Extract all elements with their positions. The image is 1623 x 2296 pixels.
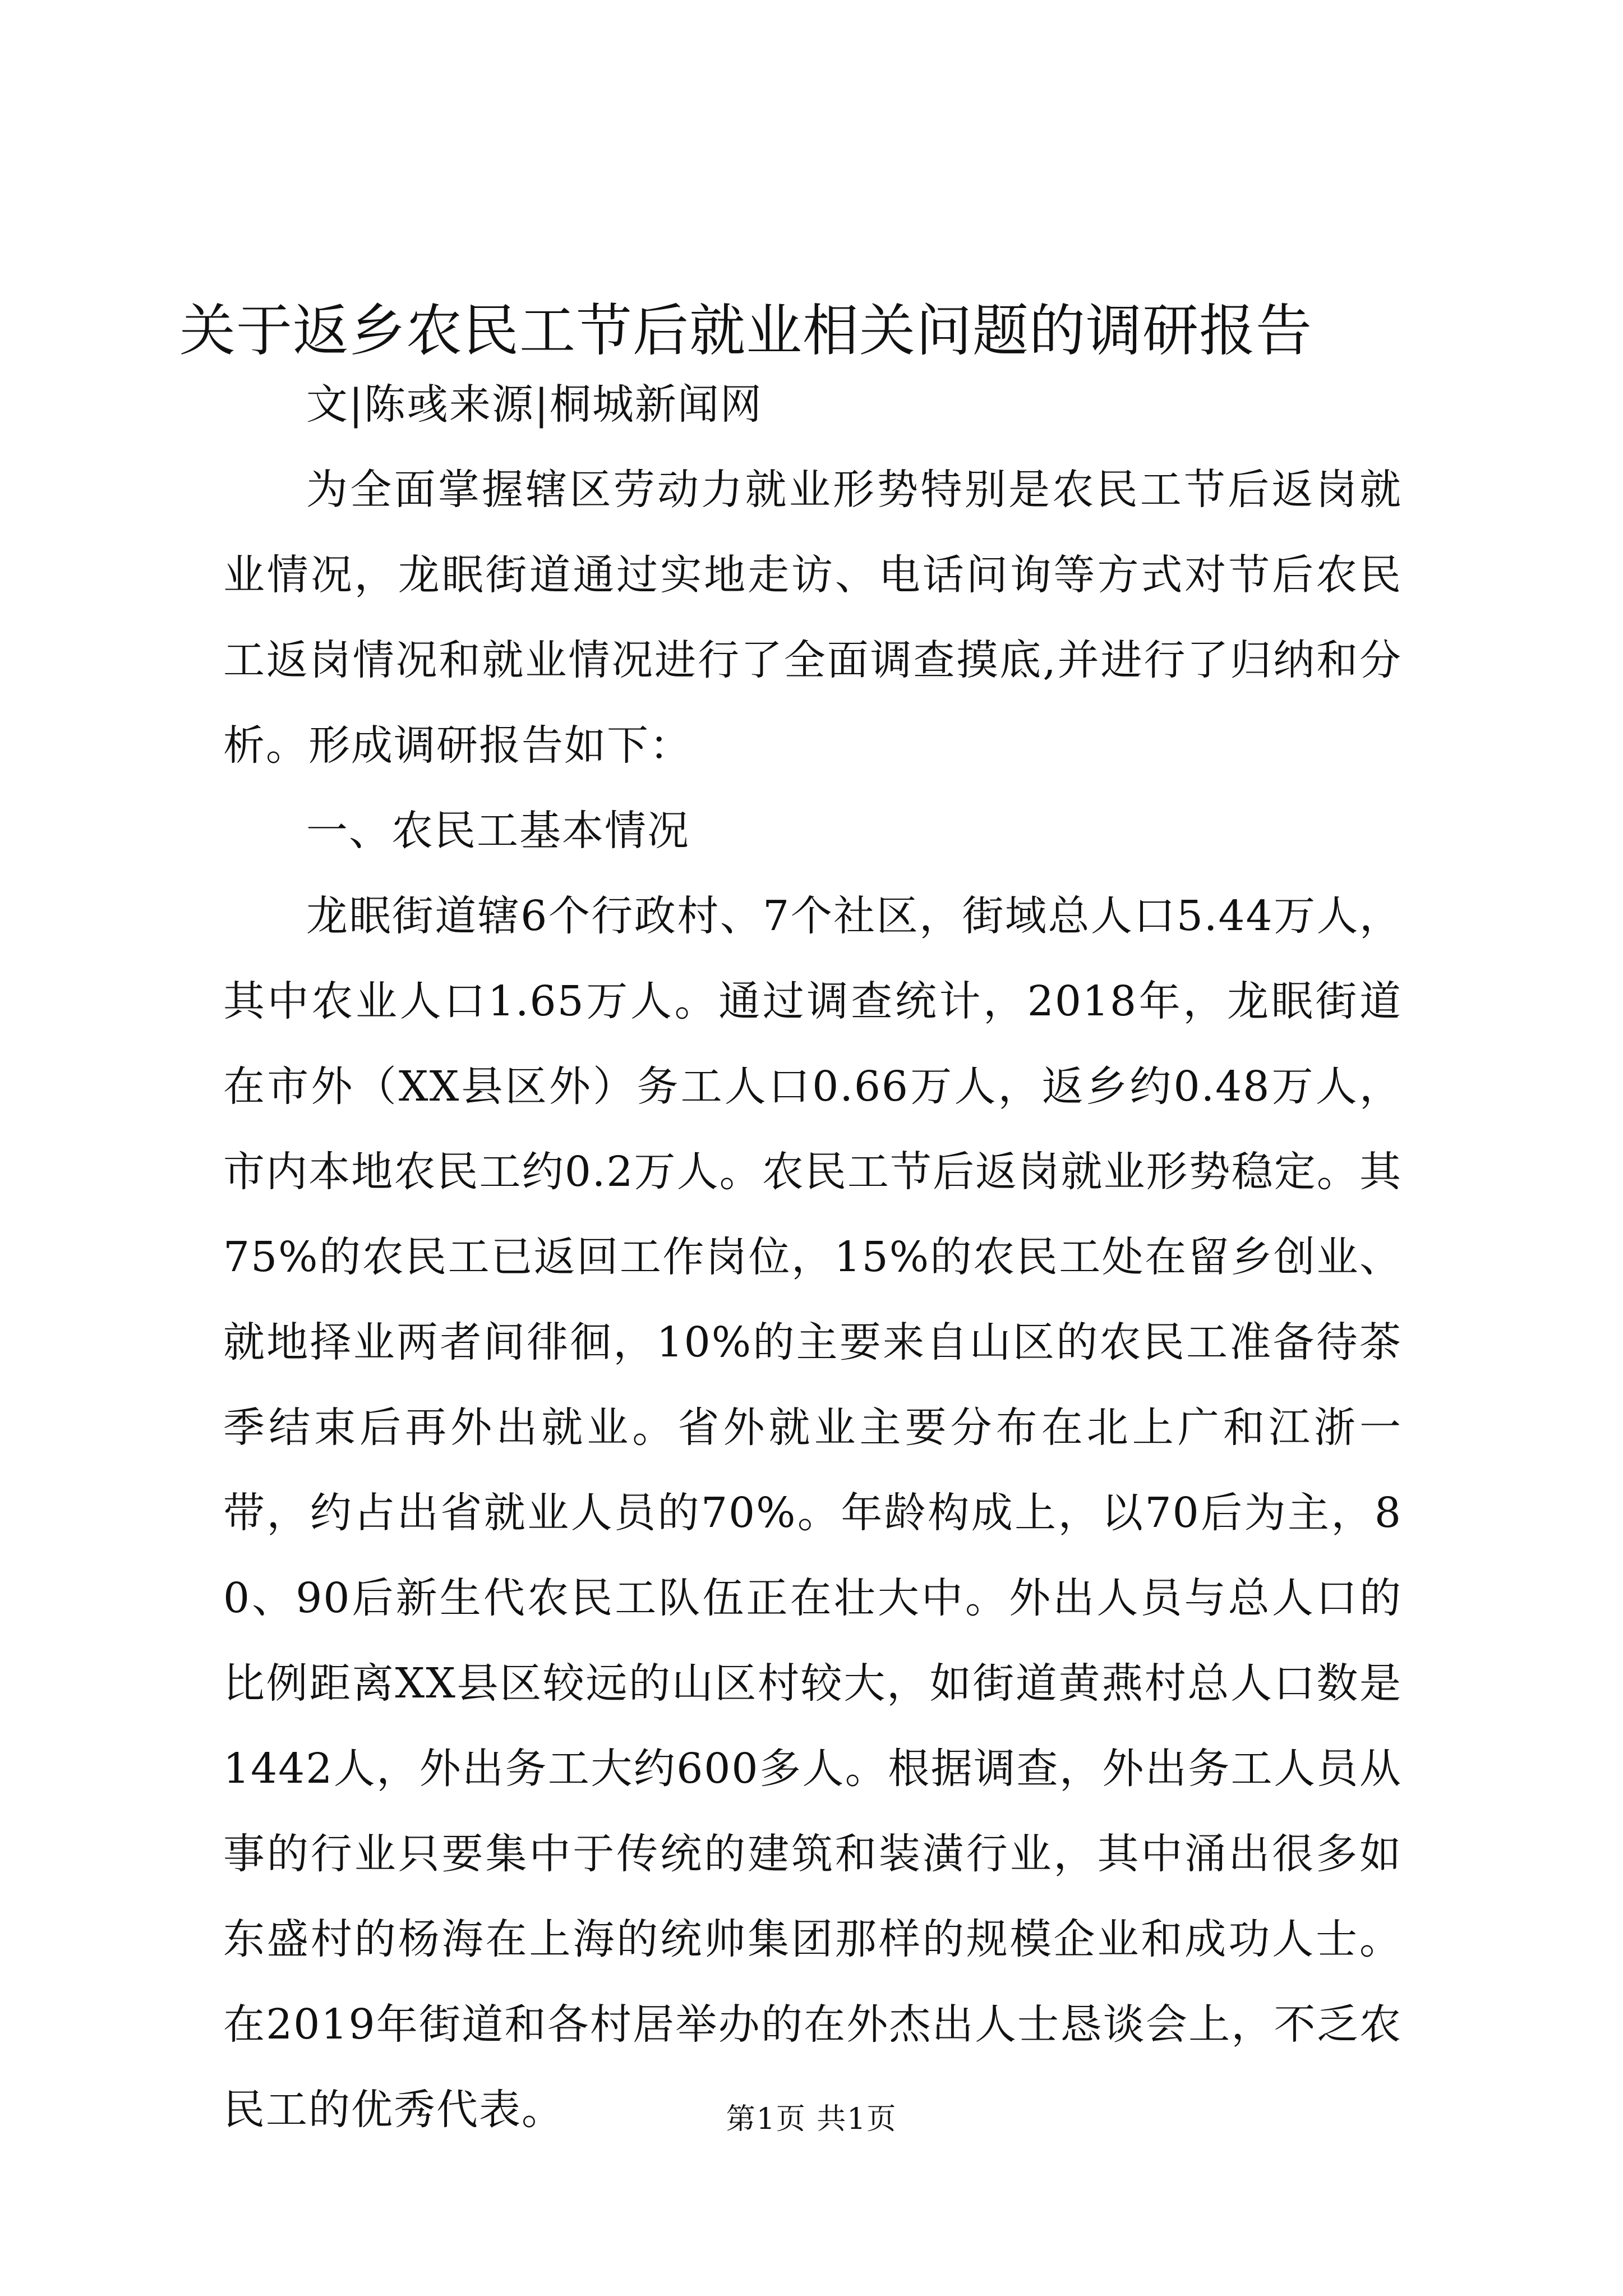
page-footer: 第1页 共1页	[726, 2102, 897, 2136]
paragraph-intro: 为全面掌握辖区劳动力就业形势特别是农民工节后返岗就业情况，龙眠街道通过实地走访、电话问询等方式对节后农民工返岗情况和就业情况进行了全面调查摸底,并进行了归纳和分析。形成调研报告如下：	[223, 466, 1402, 770]
document-body	[223, 362, 1402, 2152]
paragraph-basic-situation: 龙眠街道辖6个行政村、7个社区，街域总人口5.44万人，其中农业人口1.65万人。通过调查统计，2018年，龙眠街道在市外（XX县区外）务工人口0.66万人，返乡约0.48万人，市内本地农民工约0.2万人。农民工节后返岗就业形势稳定。其75%的农民工已返回工作岗位，15%的农民工处在留乡创业、就地择业两者间徘徊，10%的主要来自山区的农民工准备待茶季结束后再外出就业。省外就业主要分布在北上广和江浙一带，约占出省就业人员的70%。年龄构成上，以70后为主，80、90后新生代农民工队伍正在壮大中。外出人员与总人口的比例距离XX县区较远的山区村较大，如街道黄燕村总人口数是1442人，外出务工大约600多人。根据调查，外出务工人员从事的行业只要集中于传统的建筑和装潢行业，其中涌出很多如东盛村的杨海在上海的统帅集团那样的规模企业和成功人士。在2019年街道和各村居举办的在外杰出人士恳谈会上，不乏农民工的优秀代表。	[223, 892, 1402, 2134]
byline: 文|陈彧来源|桐城新闻网	[306, 380, 763, 429]
section-heading: 一、农民工基本情况	[306, 807, 690, 855]
document-title: 关于返乡农民工节后就业相关问题的调研报告	[179, 298, 1312, 364]
